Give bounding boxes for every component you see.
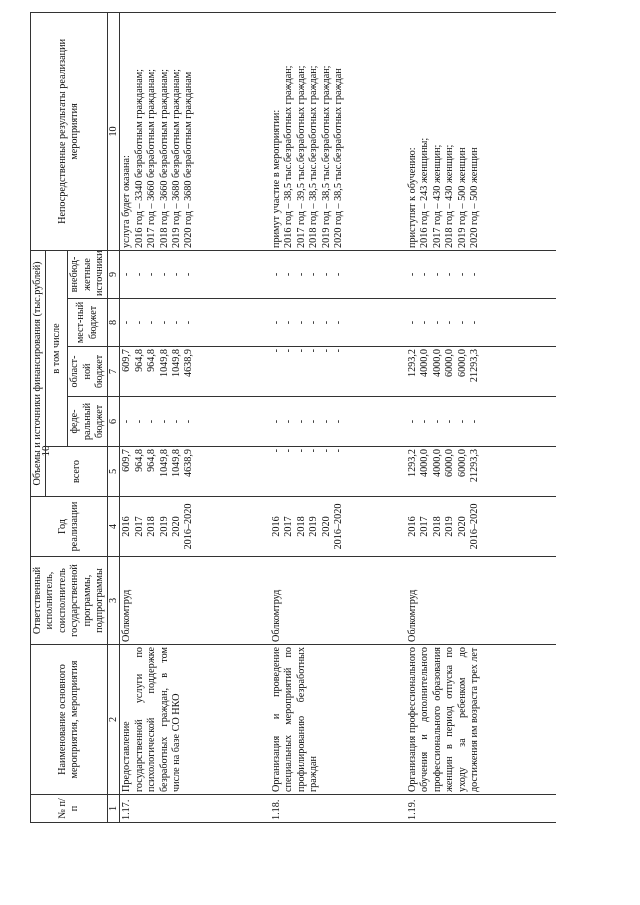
local-amount-value: - [419, 320, 431, 325]
result-line: 2020 год – 38,5 тыс.безработных граждан [332, 68, 344, 248]
activity-name: Организация и проведение специальных мероприятий по профилированию безработных граждан [270, 645, 406, 795]
result-line: 2019 год – 500 женщин [456, 147, 468, 248]
regional-amount-value: - [308, 349, 320, 353]
total-amount-value: 6000,0 [456, 449, 468, 478]
result-line: примут участие в мероприятии: [270, 109, 282, 248]
federal-amount-value: - [308, 419, 320, 424]
col-number-2: 2 [108, 645, 120, 795]
regional-amount-value: 4000,0 [431, 349, 443, 378]
offbudget-amount-value: - [146, 272, 158, 277]
offbudget-amount [120, 250, 270, 298]
offbudget-amount-value: - [320, 272, 332, 277]
federal-amount-value: - [444, 419, 456, 424]
local-amount-value: - [431, 320, 443, 325]
result-line: 2020 год – 3680 безработным гражданам [183, 71, 195, 248]
offbudget-amount-value: - [295, 272, 307, 277]
result-line: 2020 год – 500 женщин [468, 147, 480, 248]
offbudget-amount-value: - [171, 272, 183, 277]
row-number: 1.17. [120, 795, 270, 823]
result-line: 2017 год – 430 женщин; [431, 144, 443, 248]
year-value: 2016 [270, 516, 282, 537]
result-line: приступят к обучению: [406, 147, 418, 248]
regional-amount-value: 964,8 [133, 349, 145, 372]
total-amount-value: 964,8 [146, 449, 158, 472]
offbudget-amount-value: - [133, 272, 145, 277]
offbudget-amount-value: - [183, 272, 195, 277]
header-executor: Ответственный исполнитель, соисполнитель государственной программы, подпрограммы [31, 557, 108, 645]
federal-amount-value: - [419, 419, 431, 424]
col-number-10: 10 [108, 12, 120, 250]
page-number: 10 [40, 445, 52, 457]
offbudget-amount-value: - [121, 272, 133, 277]
local-amount-value: - [468, 320, 480, 325]
header-year: Год реализации [31, 497, 108, 557]
local-amount-value: - [406, 320, 418, 325]
total-amount-value: - [270, 449, 282, 453]
local-amount-value: - [456, 320, 468, 325]
regional-amount-value: - [332, 349, 344, 353]
total-amount-value: 964,8 [133, 449, 145, 472]
executor: Облкомтруд [120, 557, 270, 645]
col-number-1: 1 [108, 795, 120, 823]
federal-amount-value: - [183, 419, 195, 424]
offbudget-amount-value: - [406, 272, 418, 277]
result-line: 2016 год – 3340 безработным гражданам; [133, 68, 145, 248]
year-value: 2017 [133, 516, 145, 537]
total-amount [120, 447, 270, 497]
total-amount-value: - [320, 449, 332, 453]
regional-amount [270, 347, 406, 397]
offbudget-amount [406, 250, 556, 298]
col-number-6: 6 [108, 397, 120, 447]
regional-amount [120, 347, 270, 397]
local-amount-value: - [270, 320, 282, 325]
col-number-8: 8 [108, 299, 120, 347]
total-amount-value: - [308, 449, 320, 453]
offbudget-amount-value: - [332, 272, 344, 277]
total-amount [406, 447, 556, 497]
total-amount-value: 4638,9 [183, 449, 195, 478]
header-federal: феде-ральный бюджет [68, 397, 108, 447]
col-number-7: 7 [108, 347, 120, 397]
federal-amount-value: - [171, 419, 183, 424]
regional-amount-value: 6000,0 [456, 349, 468, 378]
regional-amount-value: 4638,9 [183, 349, 195, 378]
federal-amount-value: - [320, 419, 332, 424]
total-amount [270, 447, 406, 497]
header-including: в том числе [46, 250, 68, 446]
offbudget-amount-value: - [270, 272, 282, 277]
total-amount-value: 21293,3 [468, 449, 480, 483]
total-amount-value: 1293,2 [406, 449, 418, 478]
local-amount [270, 299, 406, 347]
regional-amount-value: - [320, 349, 332, 353]
offbudget-amount-value: - [283, 272, 295, 277]
results [120, 12, 270, 250]
regional-amount-value: 1049,8 [158, 349, 170, 378]
federal-amount-value: - [431, 419, 443, 424]
result-line: 2018 год – 3660 безработным гражданам; [158, 68, 170, 248]
executor: Облкомтруд [406, 557, 556, 645]
header-total: всего [46, 447, 108, 497]
year-value: 2017 [283, 516, 295, 537]
row-number: 1.19. [406, 795, 556, 823]
local-amount-value: - [133, 320, 145, 325]
year-value: 2016–2020 [468, 503, 480, 550]
program-activities-table [30, 12, 556, 823]
total-amount-value: 4000,0 [431, 449, 443, 478]
rotated-table-container [30, 13, 610, 823]
federal-amount-value: - [270, 419, 282, 424]
year-value: 2016 [406, 516, 418, 537]
regional-amount-value: 4000,0 [419, 349, 431, 378]
local-amount-value: - [283, 320, 295, 325]
local-amount [406, 299, 556, 347]
results [406, 12, 556, 250]
local-amount-value: - [295, 320, 307, 325]
total-amount-value: - [295, 449, 307, 453]
activity-name: Организация профессионального обучения и дополнительного профессионального образования женщин в период отпуска по уходу за ребенком до достижения им возраста трех лет [406, 645, 556, 795]
table-body [120, 12, 556, 822]
year-value: 2020 [456, 516, 468, 537]
year-value: 2016 [121, 516, 133, 537]
year-value: 2018 [295, 516, 307, 537]
offbudget-amount-value: - [431, 272, 443, 277]
col-number-9: 9 [108, 250, 120, 298]
year-value: 2020 [171, 516, 183, 537]
header-local: мест-ный бюджет [68, 299, 108, 347]
header-results: Непосредственные результаты реализации мероприятия [31, 12, 108, 250]
results [270, 12, 406, 250]
total-amount-value: - [332, 449, 344, 453]
regional-amount-value: 964,8 [146, 349, 158, 372]
year-value: 2020 [320, 516, 332, 537]
result-line: 2018 год – 38,5 тыс.безработных граждан; [308, 65, 320, 248]
regional-amount-value: 6000,0 [444, 349, 456, 378]
offbudget-amount-value: - [456, 272, 468, 277]
local-amount-value: - [121, 320, 133, 325]
col-number-3: 3 [108, 557, 120, 645]
year-value: 2019 [444, 516, 456, 537]
result-line: 2019 год – 3680 безработным гражданам; [171, 68, 183, 248]
row-number: 1.18. [270, 795, 406, 823]
local-amount-value: - [308, 320, 320, 325]
local-amount-value: - [183, 320, 195, 325]
year-value: 2016–2020 [183, 503, 195, 550]
result-line: 2019 год – 38,5 тыс.безработных граждан; [320, 65, 332, 248]
activity-name: Предоставление государственной услуги по психологической поддержке безработных граждан, в том числе на базе СО НКО [120, 645, 270, 795]
col-number-5: 5 [108, 447, 120, 497]
offbudget-amount [270, 250, 406, 298]
regional-amount-value: - [270, 349, 282, 353]
year-value: 2017 [419, 516, 431, 537]
total-amount-value: 4000,0 [419, 449, 431, 478]
year-value: 2019 [308, 516, 320, 537]
federal-amount-value: - [468, 419, 480, 424]
result-line: 2016 год – 243 женщины; [419, 137, 431, 248]
header-funding: Объемы и источники финансирования (тыс.рублей) [31, 250, 46, 496]
header-offbudget: внебюд-жетные источники [68, 250, 108, 298]
offbudget-amount-value: - [444, 272, 456, 277]
year-value: 2019 [158, 516, 170, 537]
regional-amount-value: 609,7 [121, 349, 133, 372]
year [120, 497, 270, 557]
year [270, 497, 406, 557]
local-amount-value: - [146, 320, 158, 325]
federal-amount [120, 397, 270, 447]
local-amount-value: - [320, 320, 332, 325]
offbudget-amount-value: - [308, 272, 320, 277]
regional-amount-value: - [283, 349, 295, 353]
federal-amount-value: - [456, 419, 468, 424]
local-amount-value: - [171, 320, 183, 325]
offbudget-amount-value: - [419, 272, 431, 277]
result-line: 2016 год – 38,5 тыс.безработных граждан; [283, 65, 295, 248]
federal-amount [406, 397, 556, 447]
total-amount-value: 1049,8 [171, 449, 183, 478]
result-line: 2017 год – 3660 безработным гражданам; [146, 68, 158, 248]
local-amount [120, 299, 270, 347]
result-line: 2017 год – 39,5 тыс.безработных граждан; [295, 65, 307, 248]
year [406, 497, 556, 557]
header-regional: област-ной бюджет [68, 347, 108, 397]
year-value: 2016–2020 [332, 503, 344, 550]
regional-amount-value: 21293,3 [468, 349, 480, 383]
local-amount-value: - [444, 320, 456, 325]
regional-amount-value: 1293,2 [406, 349, 418, 378]
header-activity-name: Наименование основного мероприятия, мероприятия [31, 645, 108, 795]
federal-amount-value: - [406, 419, 418, 424]
federal-amount [270, 397, 406, 447]
offbudget-amount-value: - [158, 272, 170, 277]
result-line: услуга будет оказана: [121, 155, 133, 248]
year-value: 2018 [146, 516, 158, 537]
total-amount-value: 609,7 [121, 449, 133, 472]
year-value: 2018 [431, 516, 443, 537]
executor: Облкомтруд [270, 557, 406, 645]
offbudget-amount-value: - [468, 272, 480, 277]
local-amount-value: - [332, 320, 344, 325]
federal-amount-value: - [332, 419, 344, 424]
federal-amount-value: - [133, 419, 145, 424]
federal-amount-value: - [283, 419, 295, 424]
federal-amount-value: - [295, 419, 307, 424]
federal-amount-value: - [121, 419, 133, 424]
federal-amount-value: - [146, 419, 158, 424]
table-row [270, 12, 406, 822]
local-amount-value: - [158, 320, 170, 325]
total-amount-value: - [283, 449, 295, 453]
regional-amount-value: - [295, 349, 307, 353]
header-number: № п/п [31, 795, 108, 823]
regional-amount-value: 1049,8 [171, 349, 183, 378]
federal-amount-value: - [158, 419, 170, 424]
total-amount-value: 6000,0 [444, 449, 456, 478]
total-amount-value: 1049,8 [158, 449, 170, 478]
col-number-4: 4 [108, 497, 120, 557]
table-row [120, 12, 270, 822]
result-line: 2018 год – 430 женщин; [444, 144, 456, 248]
regional-amount [406, 347, 556, 397]
table-row [406, 12, 556, 822]
